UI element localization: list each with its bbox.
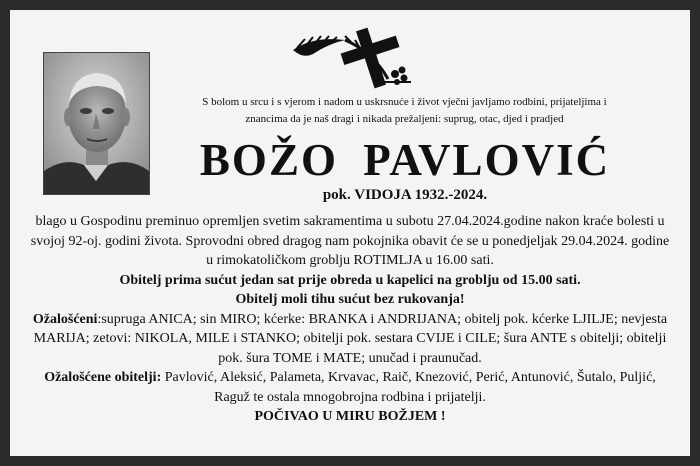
- intro-text: [162, 94, 647, 128]
- deceased-subtitle: pok. VIDOJA 1932.-2024.: [322, 187, 488, 203]
- mourners-text: :supruga ANICA; sin MIRO; kćerke: BRANKA i ANDRIJANA; obitelj pok. kćerke LJILJE; nevjesta MARIJA; zetovi: NIKOLA, MILE i STANKO; obitelji pok. sestara CVIJE i CILE; šura ANTE s obitelji; obitelji pok. šura TOME i MATE; unučad i praunučad.: [33, 311, 668, 366]
- condolence-info: Obitelj prima sućut jedan sat prije obreda u kapelici na groblju od 15.00 sati.: [119, 272, 581, 288]
- funeral-details: blago u Gospodinu preminuo opremljen svetim sakramentima u subotu 27.04.2024.godine nakon kraće bolesti u svojoj 92-oj. godini života. Sprovodni obred dragog nam pokojnika obavit će se u ponedjeljak 29.04.2024. godine u rimokatoličkom groblju ROTIMLJA u 16.00 sati.: [30, 214, 670, 268]
- closing-line: POČIVAO U MIRU BOŽJEM !: [254, 409, 446, 424]
- intro-line-2: znancima da je naš dragi i nikada prežaljeni: suprug, otac, djed i pradjed: [245, 113, 564, 125]
- condolence-request: Obitelj moli tihu sućut bez rukovanja!: [235, 292, 465, 307]
- notice-body: [28, 212, 672, 427]
- mourners-label: Ožalošćeni: [32, 311, 98, 327]
- families-text: Pavlović, Aleksić, Palameta, Krvavac, Raič, Knezović, Perić, Antunović, Šutalo, Puljić, Raguž te ostala mnogobrojna rodbina i prijatelji.: [161, 370, 656, 405]
- families-label: Ožalošćene obitelji:: [44, 370, 162, 385]
- mourners-paragraph: [28, 310, 672, 369]
- portrait-photo: [43, 52, 150, 195]
- cross-with-palm-icon: [283, 24, 418, 92]
- deceased-name: BOŽO PAVLOVIĆ: [199, 135, 611, 185]
- intro-line-1: S bolom u srcu i s vjerom i nadom u uskrsnuće i život vječni javljamo rodbini, prijateljima i: [202, 96, 607, 108]
- families-paragraph: [28, 368, 672, 407]
